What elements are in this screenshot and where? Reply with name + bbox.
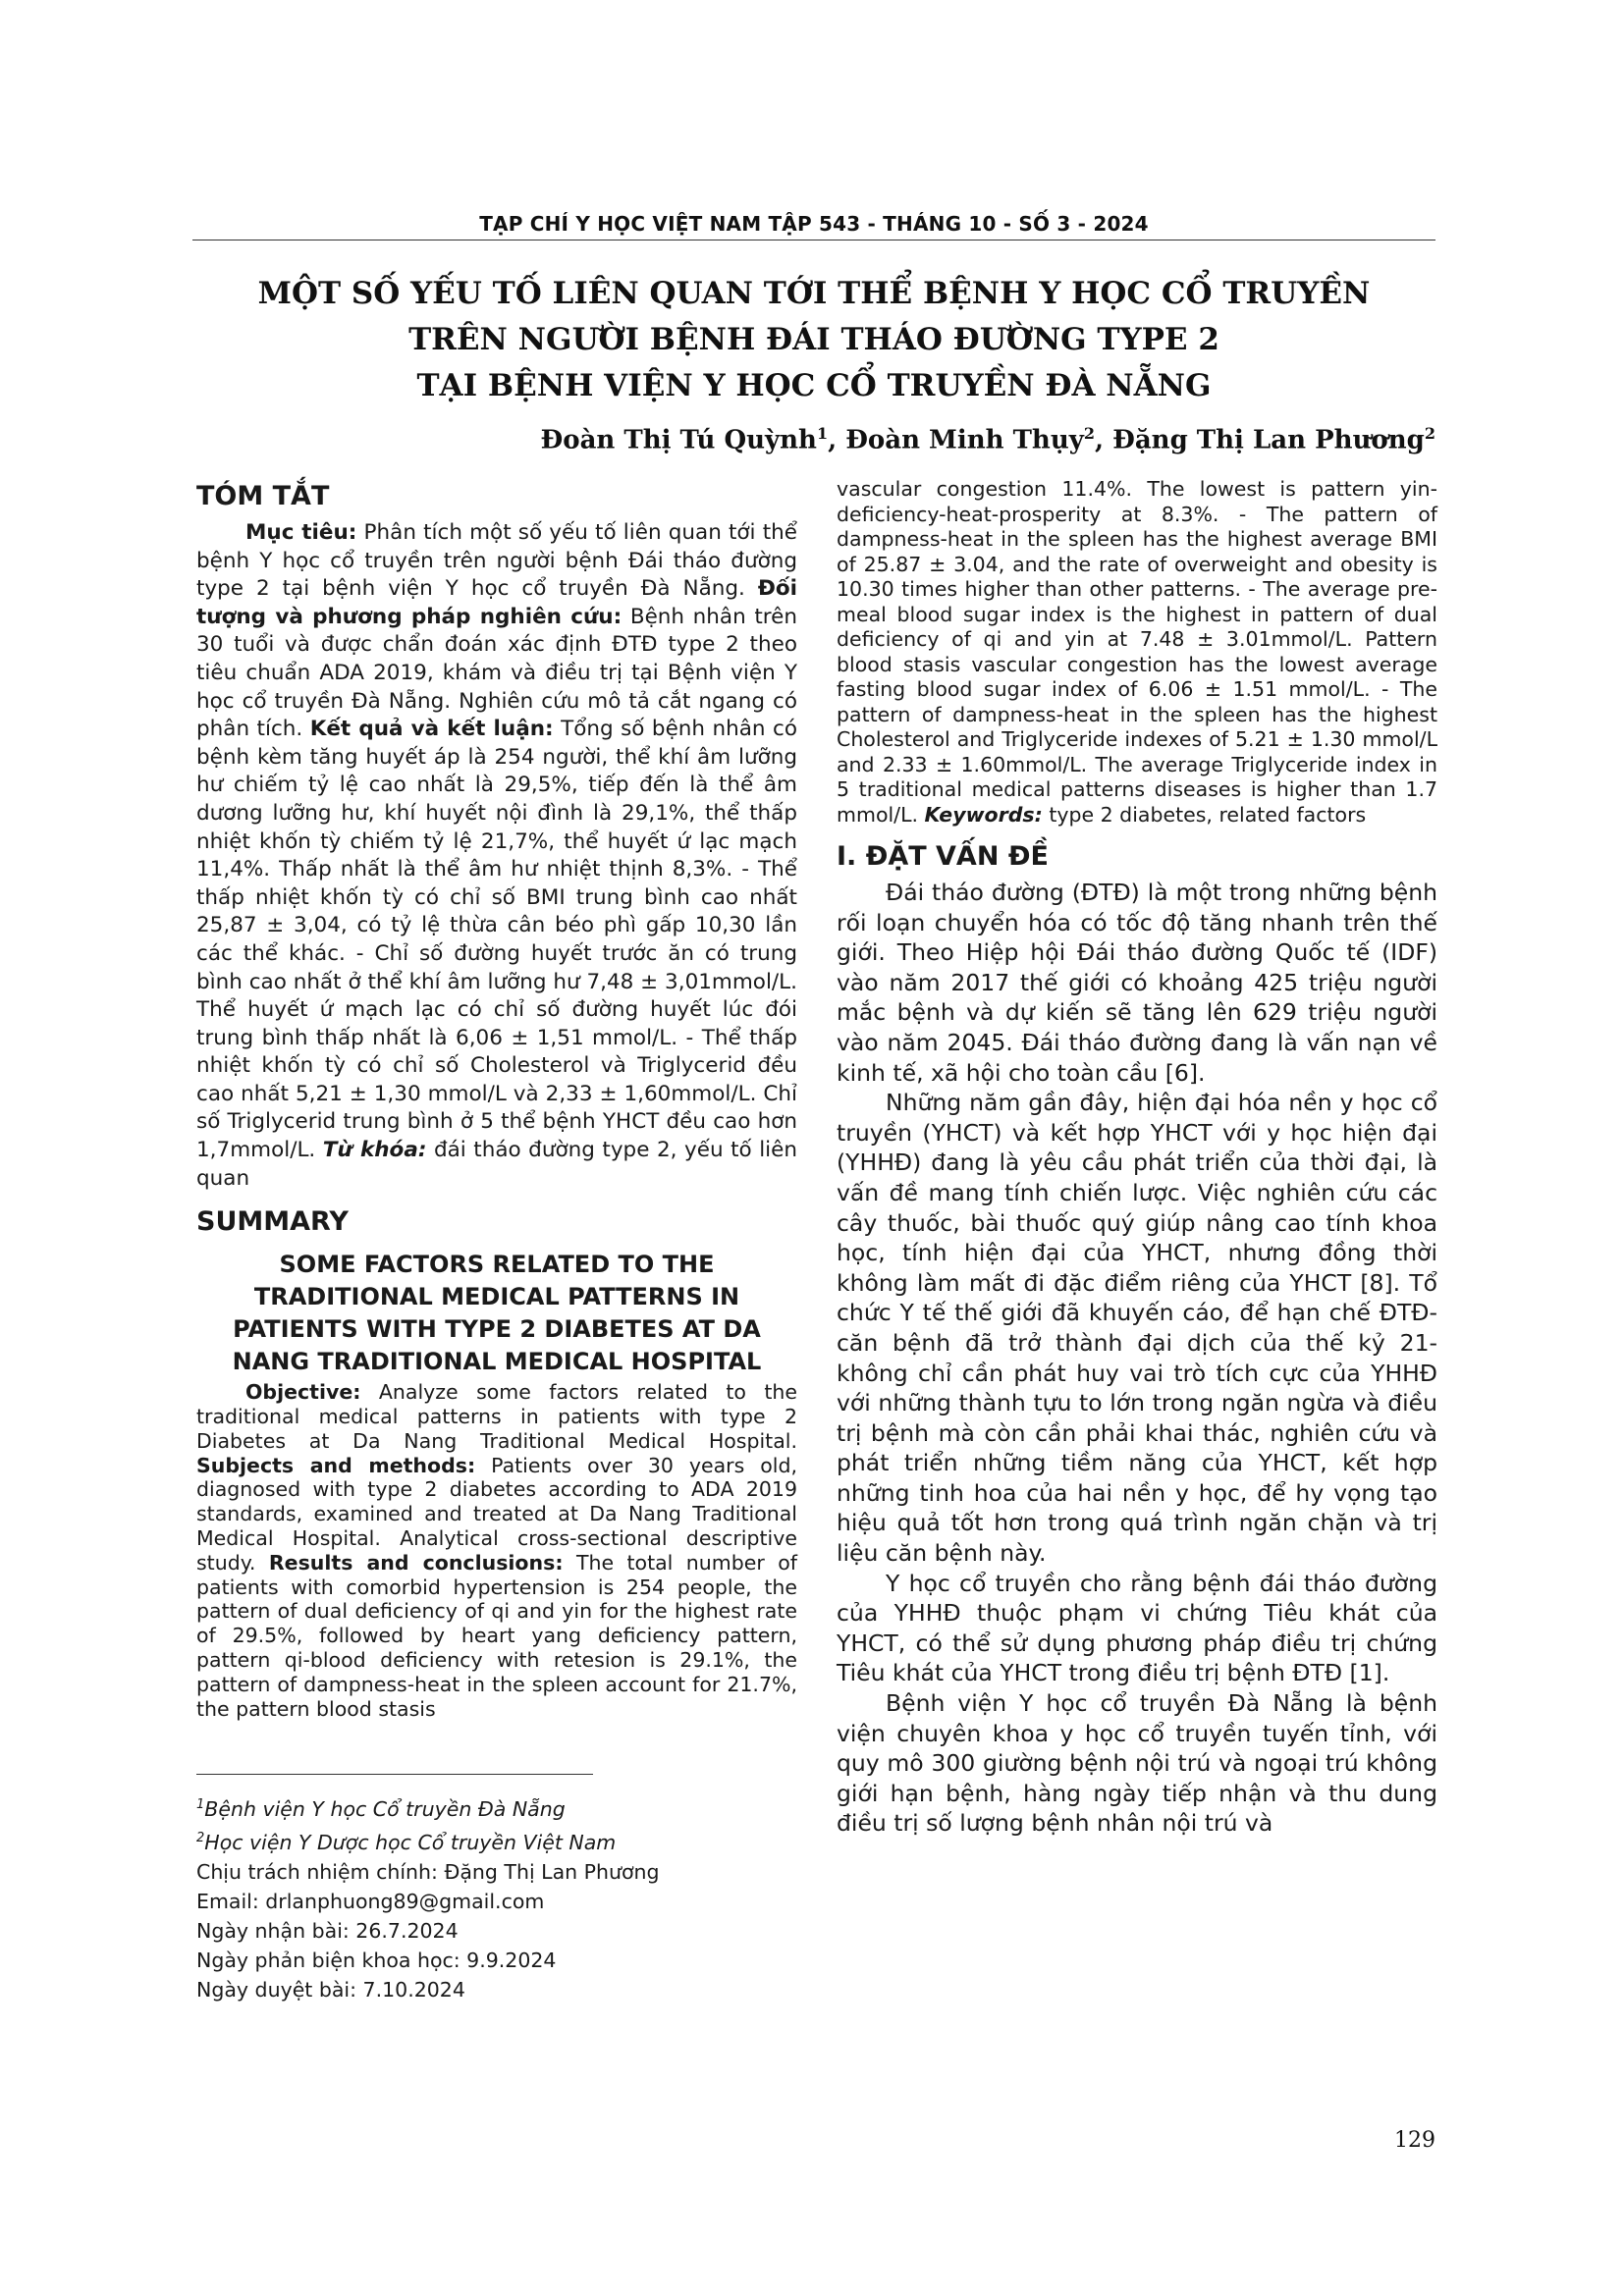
author-name: Đặng Thị Lan Phương bbox=[1112, 425, 1425, 455]
keywords-label-en: Keywords: bbox=[924, 802, 1043, 827]
methods-text: Bệnh nhân trên 30 tuổi và được chẩn đoán xác định ĐTĐ type 2 theo tiêu chuẩn ADA 2019, khám và điều trị tại Bệnh viện Y học cổ truyền Đà Nẵng. Nghiên cứu mô tả cắt ngang có phân tích. bbox=[196, 604, 797, 742]
abstract-heading-vi: TÓM TẮT bbox=[196, 481, 330, 511]
abstract-vi-text bbox=[196, 519, 797, 1193]
footnote-rule bbox=[196, 1774, 593, 1775]
left-column bbox=[196, 481, 797, 1721]
results-label-en: Results and conclusions: bbox=[268, 1550, 564, 1575]
body-paragraph: Đái tháo đường (ĐTĐ) là một trong những bệnh rối loạn chuyển hóa có tốc độ tăng nhanh trên thế giới. Theo Hiệp hội Đái tháo đường Quốc tế (IDF) vào năm 2017 thế giới có khoảng 425 triệu người mắc bệnh và dự kiến sẽ tăng lên 629 triệu người vào năm 2045. Đái tháo đường đang là vấn nạn về kinh tế, xã hội cho toàn cầu [6]. bbox=[837, 879, 1437, 1087]
summary-heading: SUMMARY bbox=[196, 1206, 349, 1238]
summary-title: SOME FACTORS RELATED TO THE TRADITIONAL MEDICAL PATTERNS IN PATIENTS WITH TYPE 2 DIABETES AT DA NANG TRADITIONAL MEDICAL HOSPITAL bbox=[232, 1251, 762, 1376]
footnote-affiliation: Bệnh viện Y học Cổ truyền Đà Nẵng bbox=[204, 1796, 566, 1821]
results-label: Kết quả và kết luận: bbox=[309, 717, 554, 742]
methods-label: Đối tượng và phương pháp nghiên cứu: bbox=[196, 576, 797, 629]
methods-text-en: Patients over 30 years old, diagnosed with type 2 diabetes according to ADA 2019 standards, examined and treated at Da Nang Traditional Medical Hospital. Analytical cross-sectional descriptive study. bbox=[196, 1453, 797, 1575]
date-accepted: Ngày duyệt bài: 7.10.2024 bbox=[196, 1977, 465, 2002]
running-head: TẠP CHÍ Y HỌC VIỆT NAM TẬP 543 - THÁNG 10 - SỐ 3 - 2024 bbox=[479, 212, 1149, 236]
footnotes bbox=[196, 1790, 707, 2004]
objective-label-en: Objective: bbox=[245, 1380, 361, 1405]
affiliation-mark: 2 bbox=[1424, 424, 1435, 443]
objective-text: Phân tích một số yếu tố liên quan tới thể bệnh Y học cổ truyền trên người bệnh Đái tháo đường type 2 tại bệnh viện Y học cổ truyền Đà Nẵng. bbox=[196, 520, 797, 602]
email: Email: drlanphuong89@gmail.com bbox=[196, 1889, 545, 1913]
author-name: Đoàn Thị Tú Quỳnh bbox=[540, 425, 817, 455]
author-separator: , bbox=[828, 425, 846, 455]
keywords-label: Từ khóa: bbox=[322, 1138, 427, 1163]
title-line: MỘT SỐ YẾU TỐ LIÊN QUAN TỚI THỂ BỆNH Y HỌC CỔ TRUYỀN bbox=[257, 276, 1371, 311]
body-paragraph: Bệnh viện Y học cổ truyền Đà Nẵng là bệnh viện chuyên khoa y học cổ truyền tuyến tỉnh, với quy mô 300 giường bệnh nội trú và ngoại trú không giới hạn bệnh, hàng ngày tiếp nhận và thu dung điều trị số lượng bệnh nhân nội trú và bbox=[837, 1689, 1437, 1838]
footnote-affiliation: Học viện Y Dược học Cổ truyền Việt Nam bbox=[204, 1830, 617, 1854]
title-line: TẠI BỆNH VIỆN Y HỌC CỔ TRUYỀN ĐÀ NẴNG bbox=[416, 368, 1212, 403]
corresponding-author: Chịu trách nhiệm chính: Đặng Thị Lan Phương bbox=[196, 1859, 660, 1884]
body-paragraph: Y học cổ truyền cho rằng bệnh đái tháo đường của YHHĐ thuộc phạm vi chứng Tiêu khát của YHCT, có thể sử dụng phương pháp điều trị chứng Tiêu khát của YHCT trong điều trị bệnh ĐTĐ [1]. bbox=[837, 1569, 1437, 1687]
date-received: Ngày nhận bài: 26.7.2024 bbox=[196, 1918, 459, 1943]
methods-label-en: Subjects and methods: bbox=[196, 1453, 476, 1477]
page-number: 129 bbox=[1394, 2128, 1435, 2153]
results-text: Tổng số bệnh nhân có bệnh kèm tăng huyết áp là 254 người, thể khí âm lưỡng hư chiếm tỷ lệ cao nhất là 29,5%, tiếp đến là thể âm dương lưỡng hư, khí huyết nội đình là 29,1%, thể thấp nhiệt khốn tỳ chiếm tỷ lệ 21,7%, thể huyết ứ lạc mạch 11,4%. Thấp nhất là thể âm hư nhiệt thịnh 8,3%. - Thể thấp nhiệt khốn tỳ có chỉ số BMI trung bình cao nhất 25,87 ± 3,04, có tỷ lệ thừa cân béo phì gấp 10,30 lần các thể khác. - Chỉ số đường huyết trước ăn có trung bình cao nhất ở thể khí âm lưỡng hư 7,48 ± 3,01mmol/L. Thể huyết ứ mạch lạc có chỉ số đường huyết lúc đói trung bình thấp nhất là 6,06 ± 1,51 mmol/L. - Thể thấp nhiệt khốn tỳ có chỉ số Cholesterol và Triglycerid đều cao nhất 5,21 ± 1,30 mmol/L và 2,33 ± 1,60mmol/L. Chỉ số Triglycerid trung bình ở 5 thể bệnh YHCT đều cao hơn 1,7mmol/L. bbox=[196, 717, 797, 1163]
results-text-en: The total number of patients with comorbid hypertension is 254 people, the pattern of dual deficiency of qi and yin for the highest rate of 29.5%, followed by heart yang deficiency pattern, pattern qi-blood deficiency with retesion is 29.1%, the pattern of dampness-heat in the spleen account for 21.7%, the pattern blood stasis bbox=[196, 1550, 797, 1721]
right-column bbox=[837, 477, 1437, 1839]
objective-label: Mục tiêu: bbox=[245, 520, 357, 545]
author-name: Đoàn Minh Thụy bbox=[845, 425, 1084, 455]
section-heading-intro: I. ĐẶT VẤN ĐỀ bbox=[837, 841, 1049, 872]
summary-text-continued bbox=[837, 477, 1437, 828]
footnote-mark: 1 bbox=[196, 1797, 205, 1812]
summary-text bbox=[196, 1380, 797, 1721]
affiliation-1 bbox=[196, 1790, 707, 1824]
affiliation-mark: 1 bbox=[816, 424, 829, 443]
footnote-mark: 2 bbox=[196, 1830, 205, 1845]
keywords-text-en: type 2 diabetes, related factors bbox=[1042, 802, 1367, 827]
affiliation-mark: 2 bbox=[1083, 424, 1095, 443]
title-line: TRÊN NGƯỜI BỆNH ĐÁI THÁO ĐƯỜNG TYPE 2 bbox=[408, 322, 1219, 357]
author-separator: , bbox=[1094, 425, 1113, 455]
body-paragraph: Những năm gần đây, hiện đại hóa nền y học cổ truyền (YHCT) và kết hợp YHCT với y học hiện đại (YHHĐ) đang là yêu cầu phát triển của thời đại, là vấn đề mang tính chiến lược. Việc nghiên cứu các cây thuốc, bài thuốc quý giúp nâng cao tính khoa học, tính hiện đại của YHCT, nhưng đồng thời không làm mất đi đặc điểm riêng của YHCT [8]. Tổ chức Y tế thế giới đã khuyến cáo, để hạn chế ĐTĐ-căn bệnh đã trở thành đại dịch của thế kỷ 21- không chỉ cần phát huy vai trò tích cực của YHHĐ với những thành tựu to lớn trong ngăn ngừa và điều trị bệnh mà còn cần phải khai thác, nghiên cứu và phát triển những tiềm năng của YHCT, kết hợp những tinh hoa của hai nền y học, để hy vọng tạo hiệu quả tốt hơn trong quá trình ngăn chặn và trị liệu căn bệnh này. bbox=[837, 1089, 1437, 1568]
affiliation-2 bbox=[196, 1824, 707, 1857]
results-text-en-cont: vascular congestion 11.4%. The lowest is pattern yin-deficiency-heat-prosperity at 8.3%. - The pattern of dampness-heat in the spleen has the highest average BMI of 25.87 ± 3.04, and the rate of overweight and obesity is 10.30 times higher than other patterns. - The average pre-meal blood sugar index is the highest in pattern of dual deficiency of qi and yin at 7.48 ± 3.01mmol/L. Pattern blood stasis vascular congestion has the lowest average fasting blood sugar index of 6.06 ± 1.51 mmol/L. - The pattern of dampness-heat in the spleen has the highest Cholesterol and Triglyceride indexes of 5.21 ± 1.30 mmol/L and 2.33 ± 1.60mmol/L. The average Triglyceride index in 5 traditional medical patterns diseases is higher than 1.7 mmol/L. bbox=[837, 477, 1437, 827]
date-reviewed: Ngày phản biện khoa học: 9.9.2024 bbox=[196, 1948, 557, 1972]
keywords-text: đái tháo đường type 2, yếu tố liên quan bbox=[196, 1138, 797, 1191]
article-title bbox=[192, 271, 1435, 409]
author-list bbox=[541, 424, 1436, 455]
objective-text-en: Analyze some factors related to the traditional medical patterns in patients with type 2 Diabetes at Da Nang Traditional Medical Hospital. bbox=[196, 1380, 797, 1453]
